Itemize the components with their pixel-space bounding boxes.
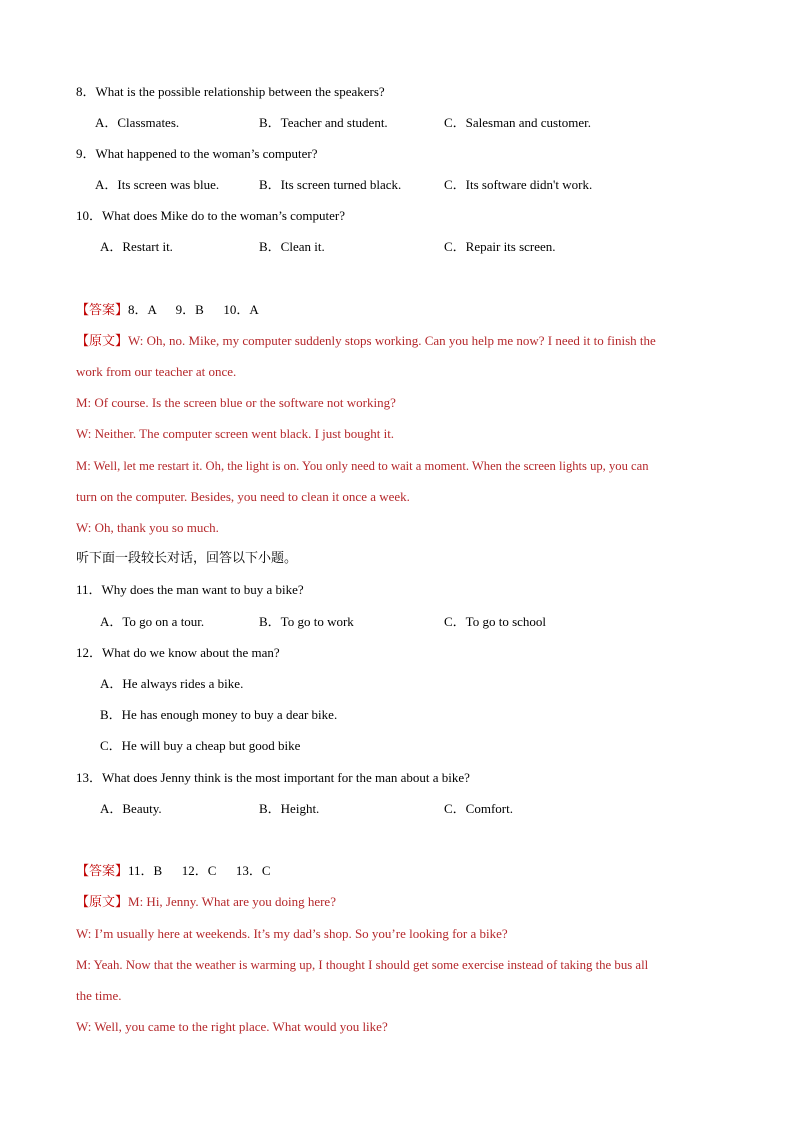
question-11 bbox=[76, 582, 304, 598]
section-instruction: 听下面一段较长对话，回答以下小题。 bbox=[76, 551, 298, 566]
transcript-text: M: Hi, Jenny. What are you doing here? bbox=[128, 894, 336, 909]
option-b: B．Clean it. bbox=[259, 239, 325, 254]
option-a: A．Its screen was blue. bbox=[95, 177, 220, 192]
option-c: C．Salesman and customer. bbox=[444, 115, 591, 130]
transcript-label: 【原文】 bbox=[76, 894, 129, 909]
answer-key bbox=[76, 863, 271, 879]
question-text: What does Jenny think is the most important for the man about a bike? bbox=[102, 770, 470, 785]
question-number: 11． bbox=[76, 582, 102, 597]
option-a: A．Restart it. bbox=[100, 239, 173, 254]
question-9 bbox=[76, 146, 318, 162]
option-c: C．Its software didn't work. bbox=[444, 177, 593, 192]
transcript-line bbox=[76, 333, 656, 349]
transcript-line: work from our teacher at once. bbox=[76, 364, 237, 379]
answer-values: 8．A 9．B 10．A bbox=[128, 302, 259, 317]
question-number: 13． bbox=[76, 770, 103, 785]
option-b: B．He has enough money to buy a dear bike. bbox=[100, 707, 338, 722]
option-b: B．To go to work bbox=[259, 614, 354, 629]
question-number: 9． bbox=[76, 146, 96, 161]
question-number: 10． bbox=[76, 208, 103, 223]
option-a: A．Beauty. bbox=[100, 801, 162, 816]
transcript-line: W: Oh, thank you so much. bbox=[76, 520, 219, 535]
question-10 bbox=[76, 208, 345, 224]
transcript-line bbox=[76, 894, 336, 910]
option-a: A．To go on a tour. bbox=[100, 614, 205, 629]
question-13 bbox=[76, 770, 470, 786]
question-text: What do we know about the man? bbox=[102, 645, 280, 660]
question-12 bbox=[76, 645, 280, 661]
option-b: B．Its screen turned black. bbox=[259, 177, 402, 192]
answer-label: 【答案】 bbox=[76, 302, 129, 317]
question-8 bbox=[76, 84, 385, 100]
transcript-line: M: Well, let me restart it. Oh, the light is on. You only need to wait a moment. When the screen lights up, you can bbox=[76, 459, 649, 473]
option-c: C．Repair its screen. bbox=[444, 239, 556, 254]
question-text: Why does the man want to buy a bike? bbox=[101, 582, 304, 597]
option-c: C．He will buy a cheap but good bike bbox=[100, 738, 301, 753]
transcript-line: M: Of course. Is the screen blue or the software not working? bbox=[76, 395, 396, 410]
answer-label: 【答案】 bbox=[76, 863, 129, 878]
transcript-text: W: Oh, no. Mike, my computer suddenly stops working. Can you help me now? I need it to finish the bbox=[128, 333, 656, 348]
option-a: A．Classmates. bbox=[95, 115, 180, 130]
answer-key bbox=[76, 302, 259, 318]
transcript-line: turn on the computer. Besides, you need to clean it once a week. bbox=[76, 489, 410, 504]
option-b: B．Teacher and student. bbox=[259, 115, 388, 130]
transcript-line: W: Well, you came to the right place. What would you like? bbox=[76, 1019, 388, 1034]
transcript-line: W: Neither. The computer screen went black. I just bought it. bbox=[76, 426, 395, 441]
question-text: What does Mike do to the woman’s computer? bbox=[102, 208, 345, 223]
question-text: What happened to the woman’s computer? bbox=[95, 146, 318, 161]
transcript-line: M: Yeah. Now that the weather is warming up, I thought I should get some exercise instead of taking the bus all bbox=[76, 958, 649, 972]
question-text: What is the possible relationship between the speakers? bbox=[95, 84, 385, 99]
transcript-line: the time. bbox=[76, 988, 122, 1003]
option-a: A．He always rides a bike. bbox=[100, 676, 244, 691]
answer-values: 11．B 12．C 13．C bbox=[128, 863, 271, 878]
transcript-line: W: I’m usually here at weekends. It’s my dad’s shop. So you’re looking for a bike? bbox=[76, 926, 508, 941]
question-number: 12． bbox=[76, 645, 103, 660]
transcript-label: 【原文】 bbox=[76, 333, 129, 348]
question-number: 8． bbox=[76, 84, 96, 99]
option-c: C．To go to school bbox=[444, 614, 547, 629]
option-b: B．Height. bbox=[259, 801, 320, 816]
option-c: C．Comfort. bbox=[444, 801, 513, 816]
